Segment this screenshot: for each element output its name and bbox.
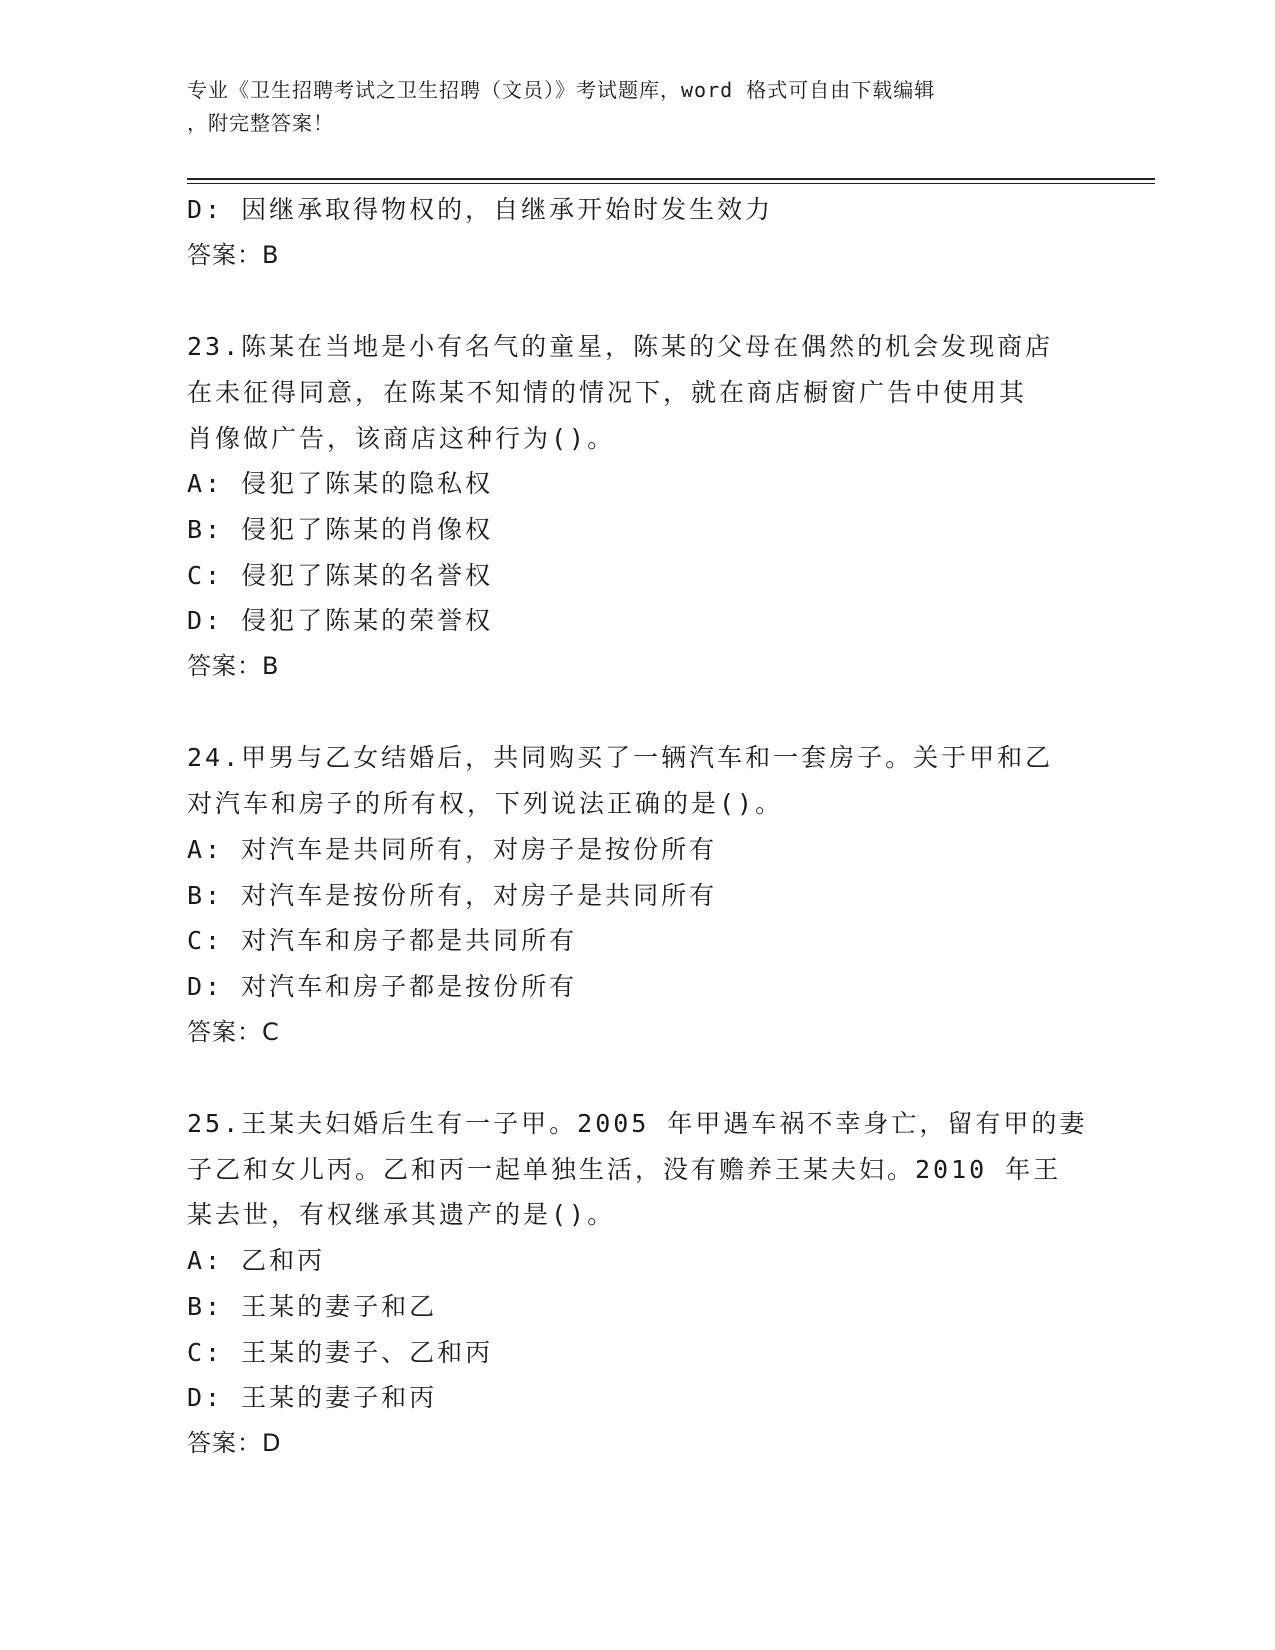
answer-label: 答案：D [187,1428,282,1457]
option-d: D: 王某的妻子和丙 [187,1383,438,1413]
question-block [187,735,1077,1055]
option-a: A: 乙和丙 [187,1246,326,1276]
option-c: C: 王某的妻子、乙和丙 [187,1337,494,1367]
header-rule-thin [187,183,1155,184]
option-d: D: 侵犯了陈某的荣誉权 [187,606,494,636]
option-c: C: 对汽车和房子都是共同所有 [187,926,578,956]
question-stem-line: 23.陈某在当地是小有名气的童星，陈某的父母在偶然的机会发现商店 [187,332,1054,362]
question-stem-line: 子乙和女儿丙。乙和丙一起单独生活，没有赡养王某夫妇。2010 年王 [187,1154,1062,1184]
question-stem-line: 25.王某夫妇婚后生有一子甲。2005 年甲遇车祸不幸身亡，留有甲的妻 [187,1109,1088,1139]
page-header [187,74,1087,140]
option-a: A: 对汽车是共同所有，对房子是按份所有 [187,834,718,864]
option-b: B: 侵犯了陈某的肖像权 [187,514,494,544]
spacer [187,690,1077,736]
header-line-1: 专业《卫生招聘考试之卫生招聘（文员）》考试题库，word 格式可自由下载编辑 [187,78,936,102]
question-stem-line: 肖像做广告，该商店这种行为()。 [187,423,616,453]
question-stem-line: 某去世，有权继承其遗产的是()。 [187,1200,616,1230]
header-rule-thick [187,178,1155,180]
question-stem-line: 24.甲男与乙女结婚后，共同购买了一辆汽车和一套房子。关于甲和乙 [187,743,1054,773]
question-stem-line: 在未征得同意，在陈某不知情的情况下，就在商店橱窗广告中使用其 [187,377,1028,407]
spacer [187,1055,1077,1101]
option-a: A: 侵犯了陈某的隐私权 [187,469,494,499]
question-stem-line: 对汽车和房子的所有权，下列说法正确的是()。 [187,789,784,819]
carryover-option-d: D: 因继承取得物权的，自继承开始时发生效力 [187,195,774,224]
question-list [187,187,1088,1467]
question-block [187,1101,1088,1467]
header-line-2: ，附完整答案！ [187,111,334,135]
question-block [187,324,1077,690]
carryover-answer: 答案：B [187,240,280,269]
option-b: B: 对汽车是按份所有，对房子是共同所有 [187,880,718,910]
option-b: B: 王某的妻子和乙 [187,1291,438,1321]
spacer [187,278,1077,324]
answer-label: 答案：B [187,652,280,681]
option-c: C: 侵犯了陈某的名誉权 [187,560,494,590]
answer-label: 答案：C [187,1017,280,1046]
option-d: D: 对汽车和房子都是按份所有 [187,971,578,1001]
